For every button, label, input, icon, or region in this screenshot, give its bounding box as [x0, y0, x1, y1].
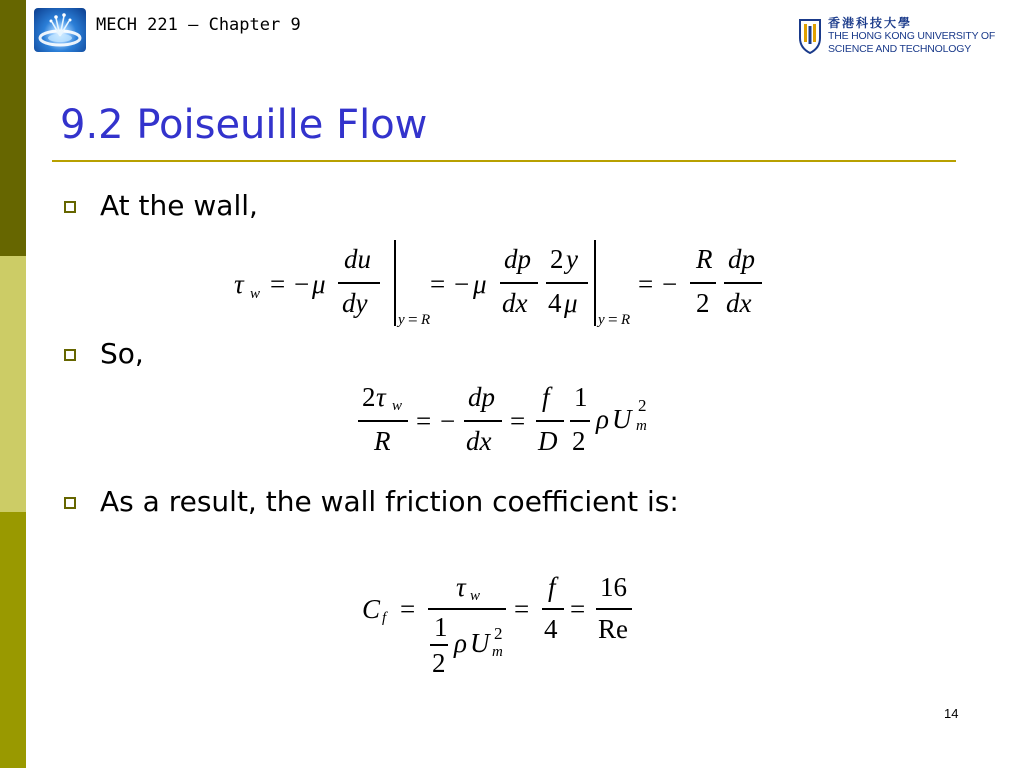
equation-shear-friction-relation: 2 τ w R = − dp dx = f D 1 2 ρ U 2 m: [356, 378, 676, 468]
left-bar-segment-middle: [0, 256, 26, 512]
bullet-marker-1: [64, 201, 76, 213]
university-name-chinese: 香港科技大學: [828, 16, 913, 30]
title-underline: [52, 160, 956, 162]
page-number: 14: [944, 706, 959, 721]
equation-friction-coefficient: C f = τ w 1 2 ρ U 2 m = f 4 = 16 Re: [358, 572, 658, 684]
bullet-text-2: So,: [100, 337, 144, 370]
university-name-line2: SCIENCE AND TECHNOLOGY: [828, 43, 972, 55]
water-splash-logo-icon: [34, 8, 86, 52]
slide-title: 9.2 Poiseuille Flow: [60, 102, 428, 148]
left-bar-segment-top: [0, 0, 26, 256]
university-logo: [798, 14, 1008, 58]
university-emblem-icon: [798, 16, 822, 54]
course-header: MECH 221 – Chapter 9: [96, 15, 301, 35]
equation-wall-shear-stress: τ w = − μ du dy y = R = − μ dp dx 2 y 4 μ y = R = − R 2 dp dx: [228, 236, 768, 336]
bullet-text-1: At the wall,: [100, 189, 258, 222]
bullet-marker-3: [64, 497, 76, 509]
bullet-marker-2: [64, 349, 76, 361]
left-decorative-bar: [0, 0, 26, 768]
bullet-text-3: As a result, the wall friction coefficient is:: [100, 485, 679, 518]
left-bar-segment-bottom: [0, 512, 26, 768]
university-name-line1: THE HONG KONG UNIVERSITY OF: [828, 30, 996, 42]
